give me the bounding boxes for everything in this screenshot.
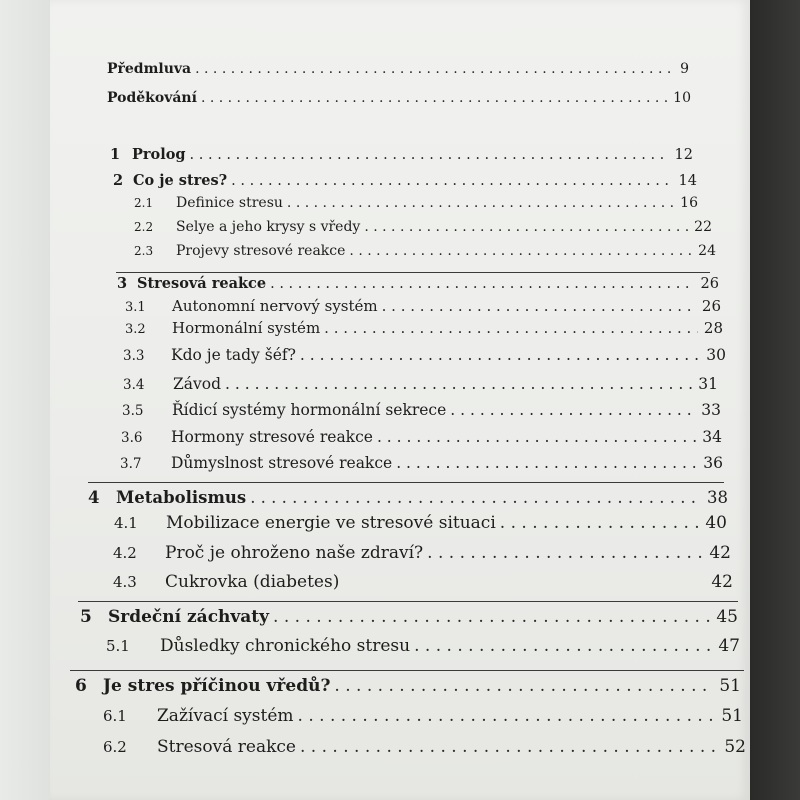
section-title: Mobilizace energie ve stresové situaci — [166, 513, 496, 533]
chapter-number: 1 — [110, 146, 121, 163]
toc-section-6-2 — [103, 737, 746, 757]
toc-page-number: 51 — [719, 676, 741, 696]
section-number: 4.2 — [113, 544, 137, 562]
dot-leader — [231, 173, 672, 189]
section-number: 3.6 — [121, 430, 143, 446]
dot-leader — [396, 454, 697, 472]
chapter-divider-line — [78, 601, 738, 602]
chapter-number: 2 — [113, 172, 124, 189]
section-title: Kdo je tady šéf? — [171, 346, 296, 364]
section-number: 3.1 — [125, 300, 146, 315]
toc-section-4-2 — [113, 543, 731, 563]
chapter-title: Prolog — [132, 146, 186, 163]
dot-leader — [201, 90, 667, 106]
toc-entry-title: Předmluva — [107, 61, 192, 77]
chapter-title: Metabolismus — [116, 488, 247, 507]
toc-section-3-2 — [125, 319, 723, 337]
dot-leader — [427, 543, 703, 563]
dot-leader — [190, 147, 669, 163]
section-title: Závod — [173, 375, 222, 393]
section-number: 3.4 — [123, 377, 145, 393]
dot-leader — [377, 428, 696, 446]
toc-page-number: 45 — [716, 607, 738, 627]
chapter-number: 5 — [80, 607, 92, 627]
toc-section-3-4 — [123, 375, 718, 393]
section-number: 4.3 — [113, 573, 137, 591]
toc-page-number: 28 — [703, 319, 723, 337]
section-number: 6.2 — [103, 738, 127, 756]
dot-leader — [500, 513, 700, 533]
dot-leader — [364, 219, 688, 235]
section-title: Selye a jeho krysy s vředy — [176, 219, 361, 235]
chapter-title: Je stres příčinou vředů? — [103, 676, 331, 696]
toc-page-number: 42 — [711, 572, 733, 592]
toc-entry-predmluva — [107, 61, 689, 77]
dot-leader — [287, 195, 674, 211]
toc-page-number: 26 — [701, 297, 721, 315]
dot-leader — [273, 607, 710, 627]
section-title: Cukrovka (diabetes) — [165, 572, 340, 592]
dot-leader — [450, 401, 695, 419]
toc-chapter-2 — [113, 172, 697, 189]
dot-leader — [334, 676, 713, 696]
chapter-divider-line — [116, 272, 710, 273]
toc-section-2-1 — [134, 195, 698, 211]
section-title: Důsledky chronického stresu — [160, 636, 411, 656]
chapter-title: Srdeční záchvaty — [108, 607, 270, 627]
section-number: 2.1 — [134, 196, 154, 210]
toc-section-3-1 — [125, 297, 721, 315]
dot-leader — [324, 319, 698, 337]
toc-page-number: 26 — [700, 276, 719, 292]
dot-leader — [195, 61, 674, 77]
dot-leader — [414, 636, 712, 656]
toc-section-2-3 — [134, 243, 716, 259]
toc-chapter-4 — [88, 488, 728, 507]
section-title: Autonomní nervový systém — [172, 297, 378, 315]
toc-page-number: 22 — [694, 219, 712, 235]
section-number: 6.1 — [103, 707, 127, 725]
dot-leader — [300, 737, 718, 757]
section-number: 2.3 — [134, 244, 154, 258]
toc-page-number: 31 — [698, 375, 718, 393]
dot-leader — [225, 375, 692, 393]
dot-leader — [250, 488, 701, 507]
toc-section-3-3 — [123, 346, 726, 364]
section-number: 4.1 — [114, 514, 138, 532]
section-title: Proč je ohroženo naše zdraví? — [165, 543, 424, 563]
left-margin-background — [0, 0, 50, 800]
toc-chapter-1 — [110, 146, 693, 163]
section-number: 3.7 — [120, 456, 142, 472]
section-title: Zažívací systém — [157, 706, 294, 726]
toc-page-number: 10 — [673, 90, 691, 106]
toc-section-2-2 — [134, 219, 712, 235]
toc-page-number: 51 — [721, 706, 743, 726]
toc-page-number: 42 — [709, 543, 731, 563]
section-title: Řídicí systémy hormonální sekrece — [172, 401, 447, 419]
toc-page-number: 12 — [674, 147, 693, 163]
chapter-divider-line — [70, 670, 744, 671]
chapter-title: Co je stres? — [133, 172, 228, 189]
toc-chapter-6 — [75, 676, 741, 696]
section-number: 3.2 — [125, 322, 146, 337]
toc-section-6-1 — [103, 706, 743, 726]
chapter-divider-line — [88, 482, 724, 483]
chapter-number: 4 — [88, 488, 100, 507]
chapter-number: 6 — [75, 676, 87, 696]
chapter-number: 3 — [117, 275, 128, 292]
chapter-title: Stresová reakce — [137, 275, 267, 292]
section-title: Projevy stresové reakce — [176, 243, 346, 259]
toc-page-number: 47 — [718, 636, 740, 656]
toc-page-number: 9 — [680, 61, 689, 77]
section-number: 2.2 — [134, 220, 154, 234]
toc-section-4-1 — [114, 513, 727, 533]
toc-page-number: 14 — [678, 173, 697, 189]
toc-entry-podekovani — [107, 90, 691, 106]
dot-leader — [270, 276, 694, 292]
dot-leader — [300, 346, 700, 364]
toc-chapter-3 — [117, 275, 719, 292]
toc-page-number: 34 — [702, 428, 722, 446]
toc-page-number: 36 — [703, 454, 723, 472]
section-title: Stresová reakce — [157, 737, 296, 757]
toc-section-3-5 — [122, 401, 721, 419]
toc-section-4-3 — [113, 572, 733, 592]
toc-section-3-6 — [121, 428, 722, 446]
toc-entry-title: Poděkování — [107, 90, 197, 106]
toc-chapter-5 — [80, 607, 738, 627]
toc-page-number: 38 — [707, 488, 728, 507]
section-title: Definice stresu — [176, 195, 283, 211]
right-dark-background — [750, 0, 800, 800]
toc-page-number: 52 — [724, 737, 746, 757]
toc-page-number: 16 — [680, 195, 698, 211]
dot-leader — [298, 706, 716, 726]
toc-section-5-1 — [106, 636, 740, 656]
section-number: 5.1 — [106, 637, 130, 655]
section-title: Hormonální systém — [172, 319, 321, 337]
toc-section-3-7 — [120, 454, 723, 472]
section-number: 3.5 — [122, 403, 144, 419]
section-title: Důmyslnost stresové reakce — [171, 454, 393, 472]
dot-leader — [382, 297, 696, 315]
toc-page-number: 24 — [698, 243, 716, 259]
toc-page-number: 30 — [706, 346, 726, 364]
section-title: Hormony stresové reakce — [171, 428, 373, 446]
section-number: 3.3 — [123, 348, 145, 364]
dot-leader — [349, 243, 692, 259]
toc-page-number: 40 — [705, 513, 727, 533]
toc-page-number: 33 — [701, 401, 721, 419]
